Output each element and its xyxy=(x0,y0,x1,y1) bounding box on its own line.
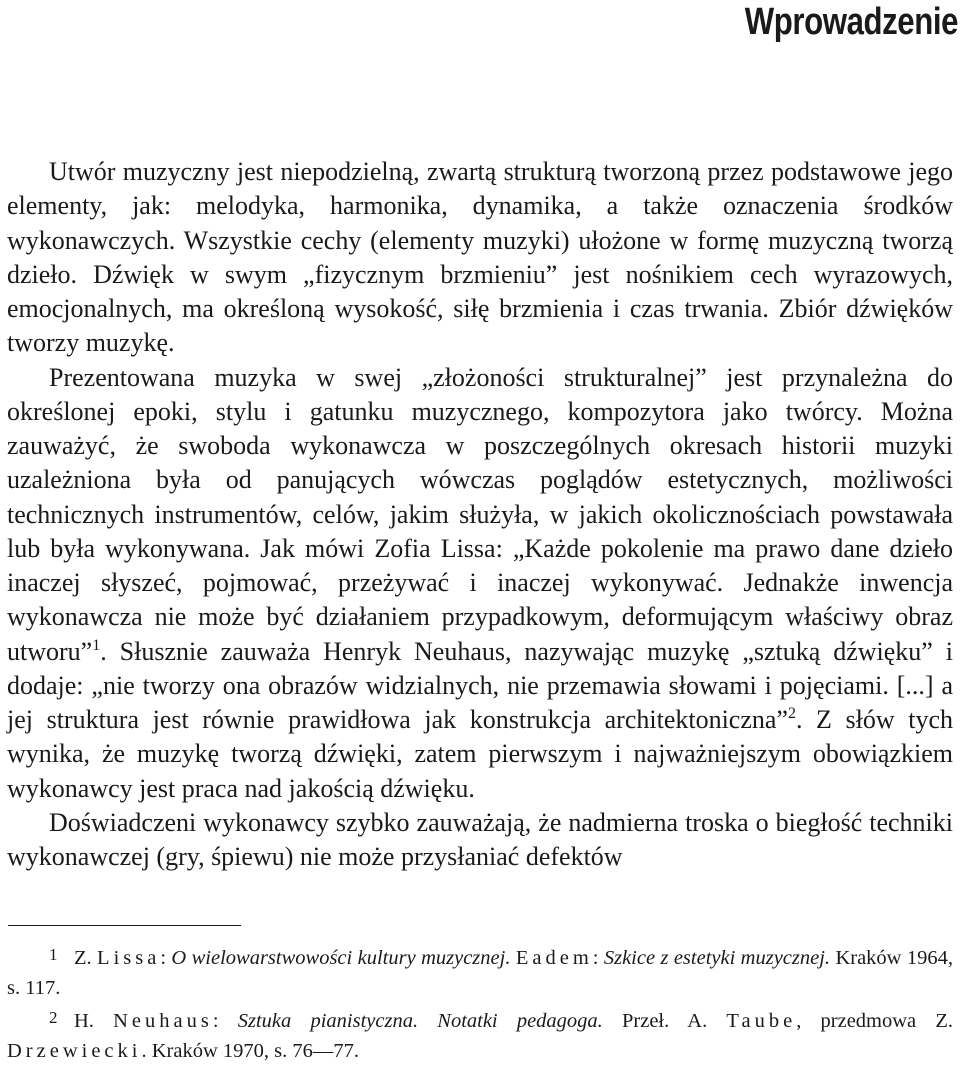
footnote-divider xyxy=(8,925,241,926)
footnote-number: 1 xyxy=(49,945,58,964)
italic-title: Szkice z estetyki muzycznej. xyxy=(603,947,831,969)
paragraph-2: Prezentowana muzyka w swej „złożoności strukturalnej” jest przynależna do określonej epoki, stylu i gatunku muzycznego, kompozytora jako twórcy. Można zauważyć, że swoboda wykonawcza w poszczególnych okresach historii muzyki uzależniona była od panujących wówczas poglądów estetycznych, możliwości technicznych instrumentów, celów, jakim służyła, w jakich okolicznościach powstawała lub była wykonywana. Jak mówi Zofia Lissa: „Każde pokolenie ma prawo dane dzieło inaczej słyszeć, pojmować, przeżywać i inaczej wykonywać. Jednakże inwencja wykonawcza nie może być działaniem przypadkowym, deformującym właściwy obraz utworu”$^1$. Słusznie zauważa Henryk Neuhaus, nazywając muzykę „sztuką dźwięku” i dodaje: „nie tworzy ona obrazów widzialnych, nie przemawia słowami i pojęciami. [...] a jej struktura jest równie prawidłowa jak konstrukcja architektoniczna”$^2$. Z słów tych wynika, że muzykę tworzą dźwięki, zatem pierwszym i najważniejszym obowiązkiem wykonawcy jest praca nad jakością dźwięku. xyxy=(7,362,953,803)
body-text xyxy=(7,155,953,874)
author-name: Neuhaus xyxy=(113,1010,213,1032)
italic-title: O wielowarstwowości kultury muzycznej. xyxy=(171,947,511,969)
footnote-number: 2 xyxy=(49,1008,58,1027)
footnote-1 xyxy=(7,940,953,1003)
footnotes xyxy=(7,940,953,1066)
author-name: Eadem xyxy=(515,947,593,969)
footnote-ref: 2 xyxy=(787,705,796,722)
paragraph-3: Doświadczeni wykonawcy szybko zauważają, że nadmierna troska o biegłość techniki wykonawczej (gry, śpiewu) nie może przysłaniać defektów xyxy=(7,807,953,871)
author-name: Lissa xyxy=(97,947,161,969)
paragraph-1: Utwór muzyczny jest niepodzielną, zwartą strukturą tworzoną przez podstawowe jego elementy, jak: melodyka, harmonika, dynamika, a także oznaczenia środków wykonawczych. Wszystkie cechy (elementy muzyki) ułożone w formę muzyczną tworzą dzieło. Dźwięk w swym „fizycznym brzmieniu” jest nośnikiem cech wyrazowych, emocjonalnych, ma określoną wysokość, siłę brzmienia i czas trwania. Zbiór dźwięków tworzy muzykę. xyxy=(7,157,953,358)
author-name: Taube xyxy=(726,1010,797,1032)
footnote-ref: 1 xyxy=(92,636,101,654)
author-name: Drzewiecki xyxy=(7,1040,142,1062)
footnote-text: H. Neuhaus: Sztuka pianistyczna. Notatki pedagoga. Przeł. A. Taube, przedmowa Z. Drzewiecki. Kraków 1970, s. 76—77. xyxy=(7,1010,953,1062)
page-title: Wprowadzenie xyxy=(744,1,958,43)
footnote-text: Z. Lissa: O wielowarstwowości kultury muzycznej. Eadem: Szkice z estetyki muzycznej. Kraków 1964, s. 117. xyxy=(7,947,953,999)
italic-title: Sztuka pianistyczna. Notatki pedagoga. xyxy=(237,1010,603,1032)
